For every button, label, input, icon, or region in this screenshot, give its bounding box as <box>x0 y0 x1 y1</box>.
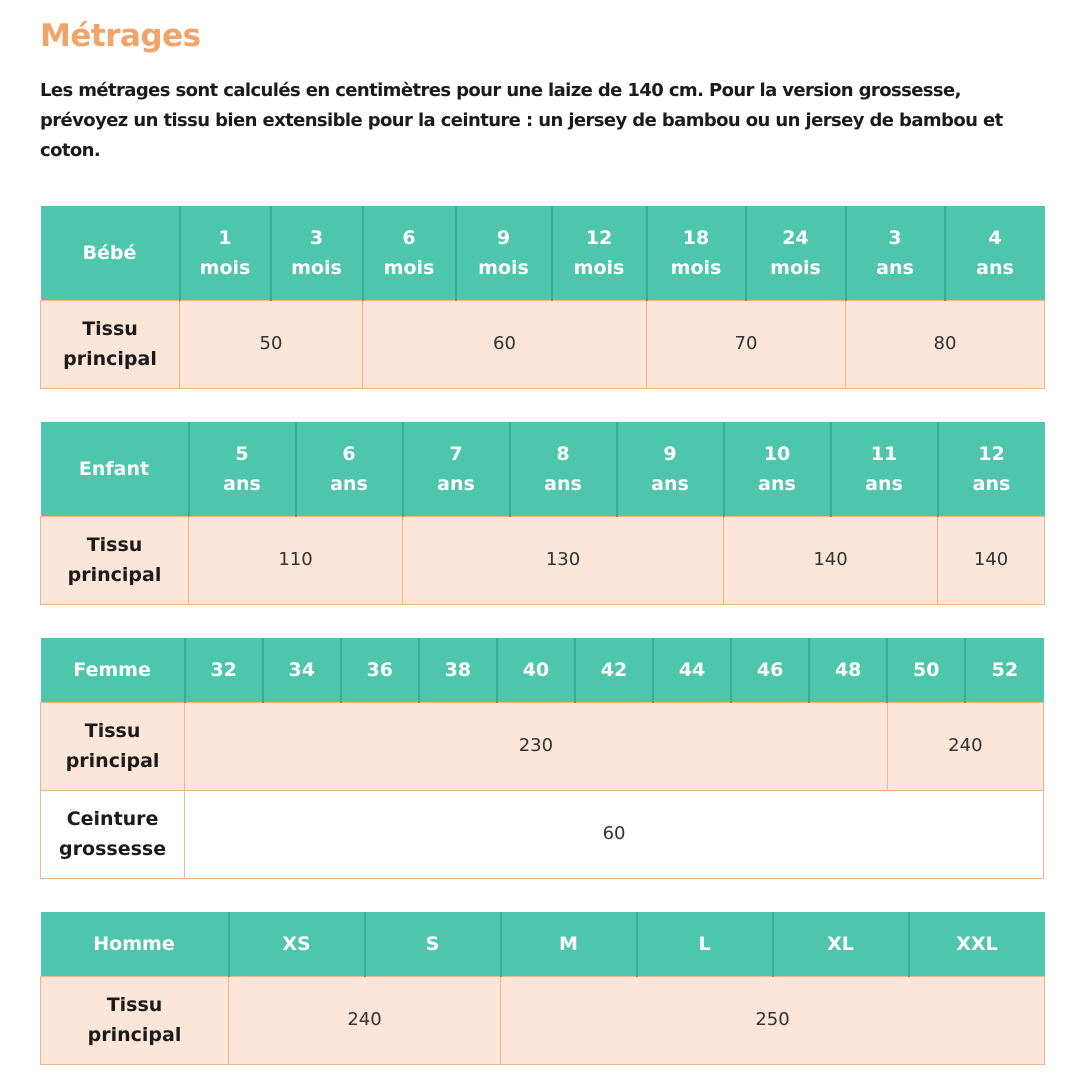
row-label-line: Tissu <box>84 720 141 742</box>
size-header <box>189 422 296 516</box>
size-header: XS <box>229 912 365 976</box>
size-unit: ans <box>758 472 796 495</box>
size-number: 24 <box>782 226 809 249</box>
size-unit: mois <box>670 256 722 279</box>
row-label <box>41 516 189 604</box>
size-number: 9 <box>663 442 677 465</box>
size-number: 5 <box>235 442 249 465</box>
size-header: 32 <box>185 638 263 702</box>
size-header: XXL <box>909 912 1045 976</box>
fabric-value: 60 <box>363 300 647 388</box>
size-header <box>510 422 617 516</box>
fabric-value: 230 <box>185 702 888 790</box>
table-label-enfant: Enfant <box>41 422 189 516</box>
size-header: 52 <box>965 638 1043 702</box>
size-number: 4 <box>988 226 1002 249</box>
row-label-line: principal <box>87 1024 182 1046</box>
size-header: 42 <box>575 638 653 702</box>
size-header <box>456 206 552 300</box>
row-label-line: principal <box>65 750 160 772</box>
size-header <box>746 206 846 300</box>
row-label <box>41 702 185 790</box>
size-unit: mois <box>383 256 435 279</box>
size-unit: ans <box>972 472 1011 495</box>
size-header <box>403 422 510 516</box>
size-number: 11 <box>870 442 898 465</box>
size-number: 9 <box>496 226 511 249</box>
intro-paragraph: Les métrages sont calculés en centimètres pour une laize de 140 cm. Pour la version grossesse, prévoyez un tissu bien extensible pour la ceinture : un jersey de bambou ou un jersey de bambou et coton. <box>40 80 1003 161</box>
size-header: L <box>637 912 773 976</box>
table-label-femme: Femme <box>41 638 185 702</box>
size-unit: ans <box>976 256 1014 279</box>
row-label-line: Tissu <box>106 994 163 1016</box>
size-header <box>617 422 724 516</box>
fabric-value: 110 <box>189 516 403 604</box>
fabric-value: 130 <box>403 516 724 604</box>
row-label-line: Tissu <box>82 318 138 340</box>
size-header <box>296 422 403 516</box>
page-title: Métrages <box>40 18 201 54</box>
fabric-value: 50 <box>180 300 363 388</box>
size-unit: ans <box>437 472 475 495</box>
size-header: 38 <box>419 638 497 702</box>
size-unit: ans <box>330 472 368 495</box>
table-header-row <box>41 638 1044 702</box>
table-header-row <box>41 912 1045 976</box>
size-header <box>846 206 945 300</box>
table-homme <box>40 912 1045 1065</box>
size-header: 40 <box>497 638 575 702</box>
size-number: 8 <box>556 442 570 465</box>
fabric-value: 250 <box>501 976 1045 1064</box>
size-header: 50 <box>887 638 965 702</box>
belt-value: 60 <box>185 790 1044 878</box>
size-unit: ans <box>544 472 582 495</box>
table-row <box>41 300 1045 388</box>
table-bebe <box>40 206 1045 389</box>
size-header <box>271 206 363 300</box>
row-label <box>41 976 229 1064</box>
size-header: XL <box>773 912 909 976</box>
size-header: M <box>501 912 637 976</box>
size-header <box>180 206 271 300</box>
size-unit: mois <box>770 256 821 279</box>
size-header: 46 <box>731 638 809 702</box>
table-row <box>41 976 1045 1064</box>
row-label-line: Ceinture <box>66 808 159 830</box>
size-number: 10 <box>763 442 791 465</box>
size-unit: mois <box>199 256 251 279</box>
size-number: 18 <box>682 226 710 249</box>
size-number: 7 <box>449 442 463 465</box>
row-label-line: principal <box>67 564 162 586</box>
row-label-line: principal <box>63 348 157 370</box>
size-unit: mois <box>573 256 625 279</box>
size-header: 48 <box>809 638 887 702</box>
size-number: 1 <box>218 226 232 249</box>
table-row <box>41 790 1044 878</box>
size-unit: mois <box>291 256 342 279</box>
size-header <box>647 206 746 300</box>
fabric-value: 140 <box>938 516 1045 604</box>
size-number: 6 <box>342 442 356 465</box>
table-header-row <box>41 206 1045 300</box>
size-unit: mois <box>478 256 529 279</box>
table-row <box>41 702 1044 790</box>
size-number: 12 <box>585 226 613 249</box>
table-enfant <box>40 422 1045 605</box>
size-unit: ans <box>223 472 261 495</box>
size-header <box>363 206 456 300</box>
table-femme <box>40 638 1044 879</box>
size-header: 44 <box>653 638 731 702</box>
size-header <box>724 422 831 516</box>
size-unit: ans <box>651 472 689 495</box>
fabric-value: 80 <box>846 300 1045 388</box>
table-label-homme: Homme <box>41 912 229 976</box>
size-header: S <box>365 912 501 976</box>
row-label-line: Tissu <box>86 534 143 556</box>
size-number: 12 <box>978 442 1005 465</box>
size-unit: ans <box>865 472 903 495</box>
size-number: 6 <box>402 226 416 249</box>
size-header <box>831 422 938 516</box>
fabric-value: 140 <box>724 516 938 604</box>
row-label <box>41 300 180 388</box>
fabric-value: 70 <box>647 300 846 388</box>
table-label-bebe: Bébé <box>41 206 180 300</box>
size-header <box>945 206 1045 300</box>
size-header <box>938 422 1045 516</box>
size-header: 34 <box>263 638 341 702</box>
row-label <box>41 790 185 878</box>
size-unit: ans <box>876 256 914 279</box>
size-number: 3 <box>309 226 324 249</box>
table-row <box>41 516 1045 604</box>
size-header: 36 <box>341 638 419 702</box>
size-number: 3 <box>888 226 902 249</box>
table-header-row <box>41 422 1045 516</box>
fabric-value: 240 <box>887 702 1043 790</box>
fabric-value: 240 <box>229 976 501 1064</box>
size-header <box>552 206 647 300</box>
row-label-line: grossesse <box>59 838 167 860</box>
